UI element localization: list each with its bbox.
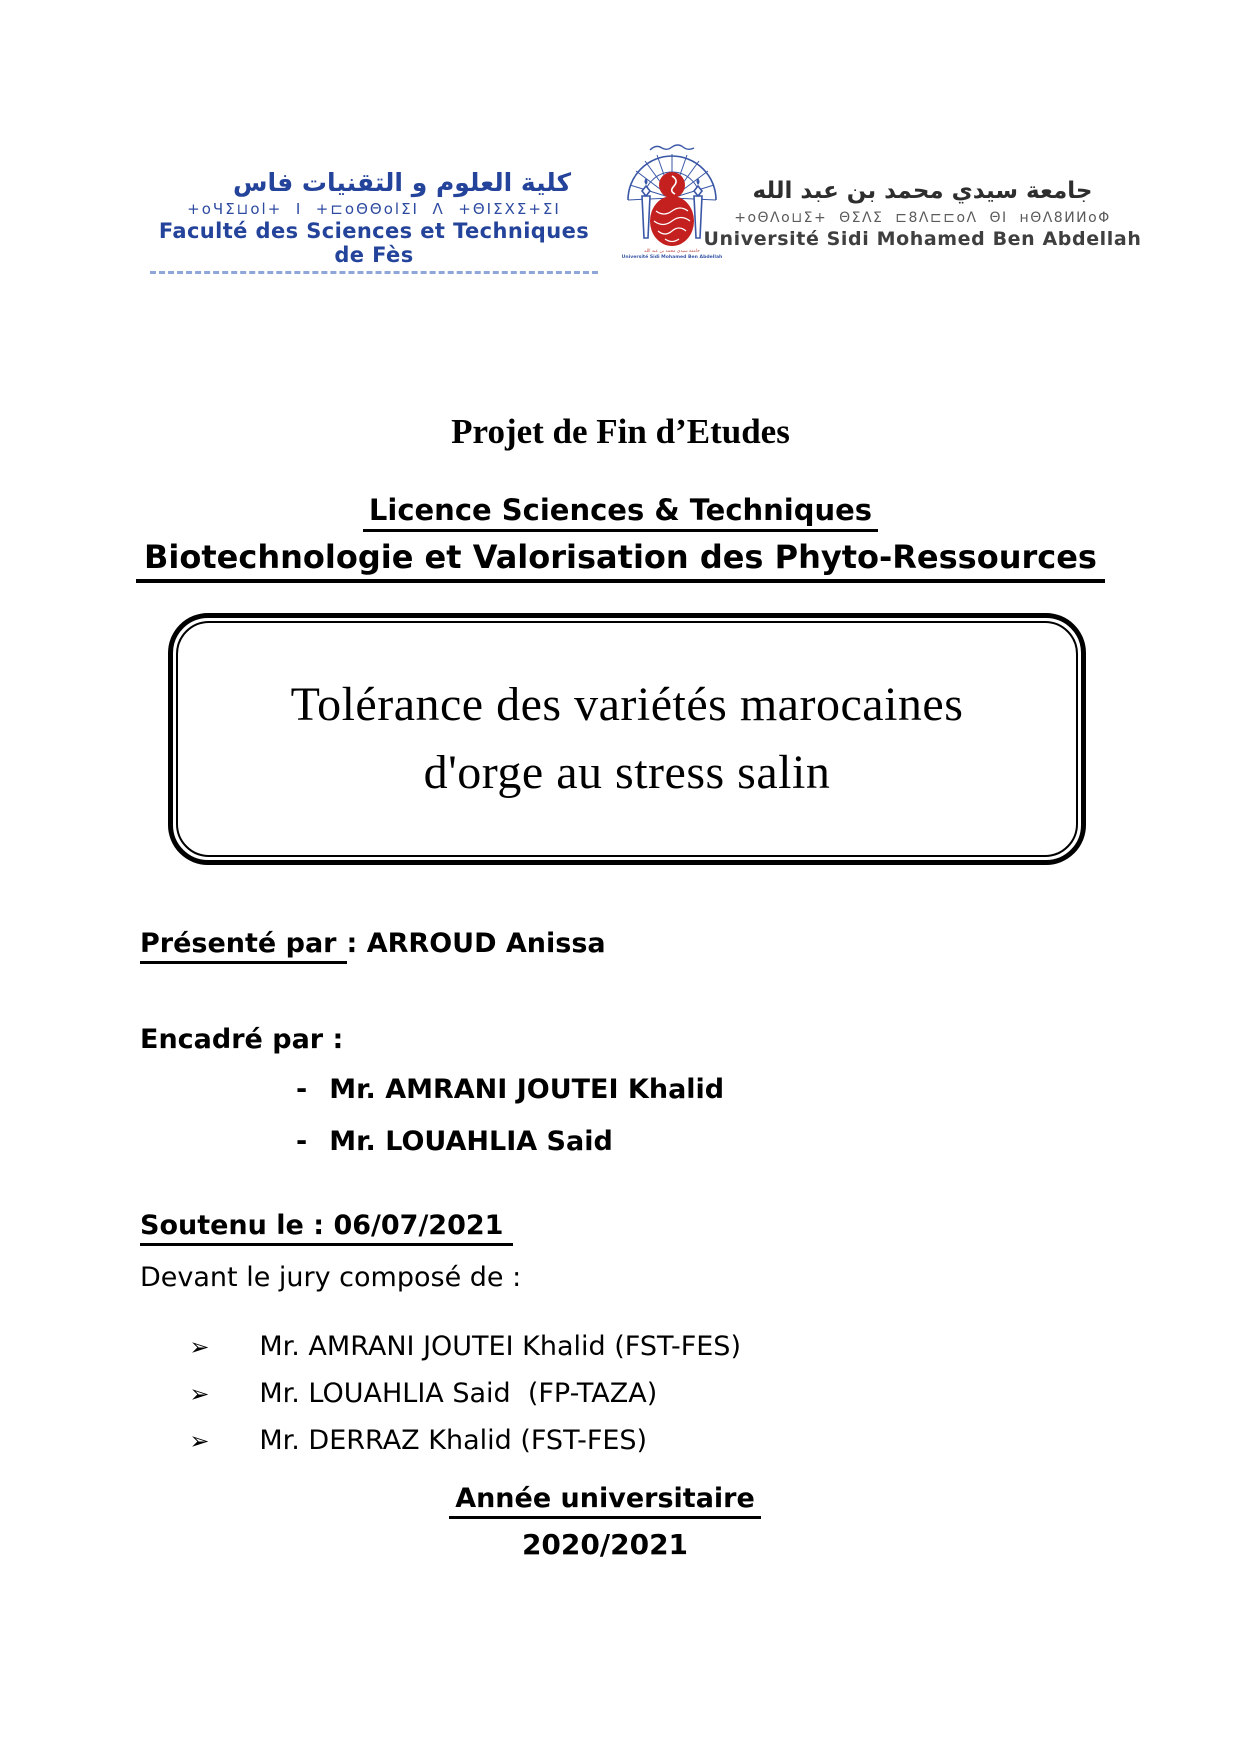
faculty-header-block xyxy=(150,168,598,274)
university-header-block xyxy=(700,178,1145,250)
arrow-bullet-icon: ➢ xyxy=(189,1427,210,1455)
defense-date-line xyxy=(140,1210,513,1246)
faculty-name-arabic: كلية العلوم و التقنيات فاس xyxy=(232,168,572,197)
academic-year-label xyxy=(0,1483,1210,1519)
university-name-arabic: جامعة سيدي محمد بن عبد الله xyxy=(752,178,1093,204)
jury-intro-line: Devant le jury composé de : xyxy=(140,1262,522,1293)
jury-member-item xyxy=(155,1394,647,1487)
university-name-french: Université Sidi Mohamed Ben Abdellah xyxy=(703,228,1142,250)
presented-by-name: ARROUD Anissa xyxy=(366,928,606,959)
jury-member-name: Mr. LOUAHLIA Said (FP-TAZA) xyxy=(259,1378,658,1409)
thesis-title-box xyxy=(168,613,1086,865)
supervisor-dash: - xyxy=(296,1074,308,1105)
supervisor-item xyxy=(296,1074,724,1105)
degree-title-text: Licence Sciences & Techniques xyxy=(363,493,878,532)
supervised-by-label: Encadré par : xyxy=(140,1024,344,1055)
thesis-title-line1: Tolérance des variétés marocaines xyxy=(290,678,964,731)
arrow-bullet-icon: ➢ xyxy=(189,1333,210,1361)
jury-member-name: Mr. AMRANI JOUTEI Khalid (FST-FES) xyxy=(259,1331,741,1362)
decorative-dash-line xyxy=(150,271,598,274)
jury-member-name: Mr. DERRAZ Khalid (FST-FES) xyxy=(259,1425,648,1456)
program-title-text: Biotechnologie et Valorisation des Phyto-Ressources xyxy=(136,538,1105,583)
university-name-tifinagh: +oΘΛo⊔Σ+ ΘΣΛΣ ⊏8Λ⊏⊏oΛ ΘI ʜΘΛ8ИИoΦ xyxy=(734,210,1111,226)
degree-title xyxy=(0,493,1241,532)
supervisor-name: Mr. AMRANI JOUTEI Khalid xyxy=(329,1074,725,1105)
faculty-name-tifinagh: +oЧΣ⊔ol+ I +⊏oΘΘolΣI Λ +ΘIΣΧΣ+ΣI xyxy=(187,200,561,218)
supervisor-dash: - xyxy=(296,1126,308,1157)
document-type-title: Projet de Fin d’Etudes xyxy=(451,412,790,451)
academic-year-label-text: Année universitaire xyxy=(449,1483,761,1519)
supervisor-name: Mr. LOUAHLIA Said xyxy=(329,1126,613,1157)
program-title xyxy=(0,538,1241,583)
thesis-title-line2: d'orge au stress salin xyxy=(423,746,831,799)
thesis-title-box-inner xyxy=(176,621,1078,857)
presented-by-label: Présenté par xyxy=(140,928,347,964)
svg-text:جامعة سيدي محمد بن عبد الله: جامعة سيدي محمد بن عبد الله xyxy=(644,249,700,254)
svg-text:Université Sidi Mohamed Ben Ab: Université Sidi Mohamed Ben Abdellah xyxy=(621,255,723,260)
faculty-name-french: Faculté des Sciences et Techniques de Fès xyxy=(158,219,590,267)
presented-by-colon: : xyxy=(346,928,367,959)
presented-by-line xyxy=(140,928,606,964)
supervisor-item xyxy=(296,1126,613,1157)
arrow-bullet-icon: ➢ xyxy=(189,1380,210,1408)
academic-year-value: 2020/2021 xyxy=(521,1528,689,1561)
defense-date-text: Soutenu le : 06/07/2021 xyxy=(140,1210,513,1246)
thesis-title xyxy=(291,671,964,807)
